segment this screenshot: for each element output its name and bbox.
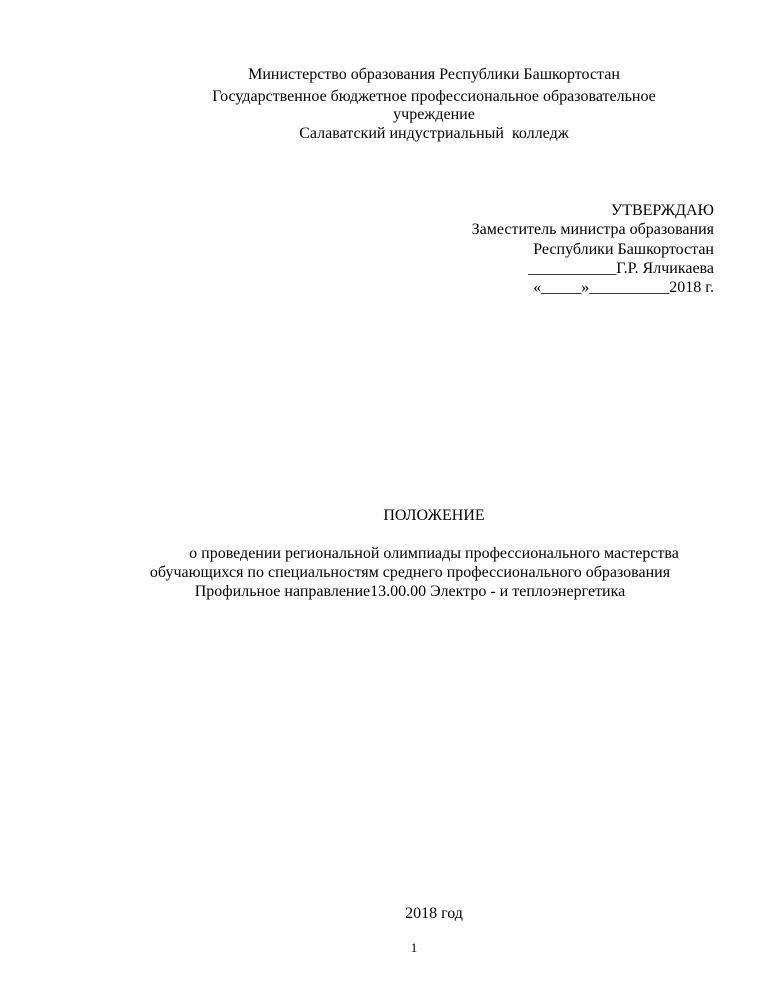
page-number: 1 (410, 940, 418, 955)
ministry-name: Министерство образования Республики Башкортостан (248, 66, 620, 83)
institution-name-line2: учреждение (393, 106, 475, 123)
approval-position-line1: Заместитель министра образования (471, 221, 714, 238)
college-name: Салаватский индустриальный колледж (299, 125, 569, 142)
document-subtitle-line1: о проведении региональной олимпиады профессионального мастерства (189, 545, 679, 562)
approval-title: УТВЕРЖДАЮ (610, 202, 714, 219)
approval-date-line: «_____»__________2018 г. (533, 279, 714, 296)
document-subtitle-line2: обучающихся по специальностям среднего профессионального образования (149, 564, 671, 581)
document-title: ПОЛОЖЕНИЕ (383, 507, 485, 524)
institution-name-line1: Государственное бюджетное профессиональное образовательное (212, 88, 656, 105)
footer-year: 2018 год (405, 905, 463, 922)
approval-position-line2: Республики Башкортостан (533, 241, 714, 258)
document-subtitle-line3: Профильное направление13.00.00 Электро - и теплоэнергетика (194, 583, 626, 600)
approval-signature-line: ___________Г.Р. Ялчикаева (528, 260, 714, 277)
